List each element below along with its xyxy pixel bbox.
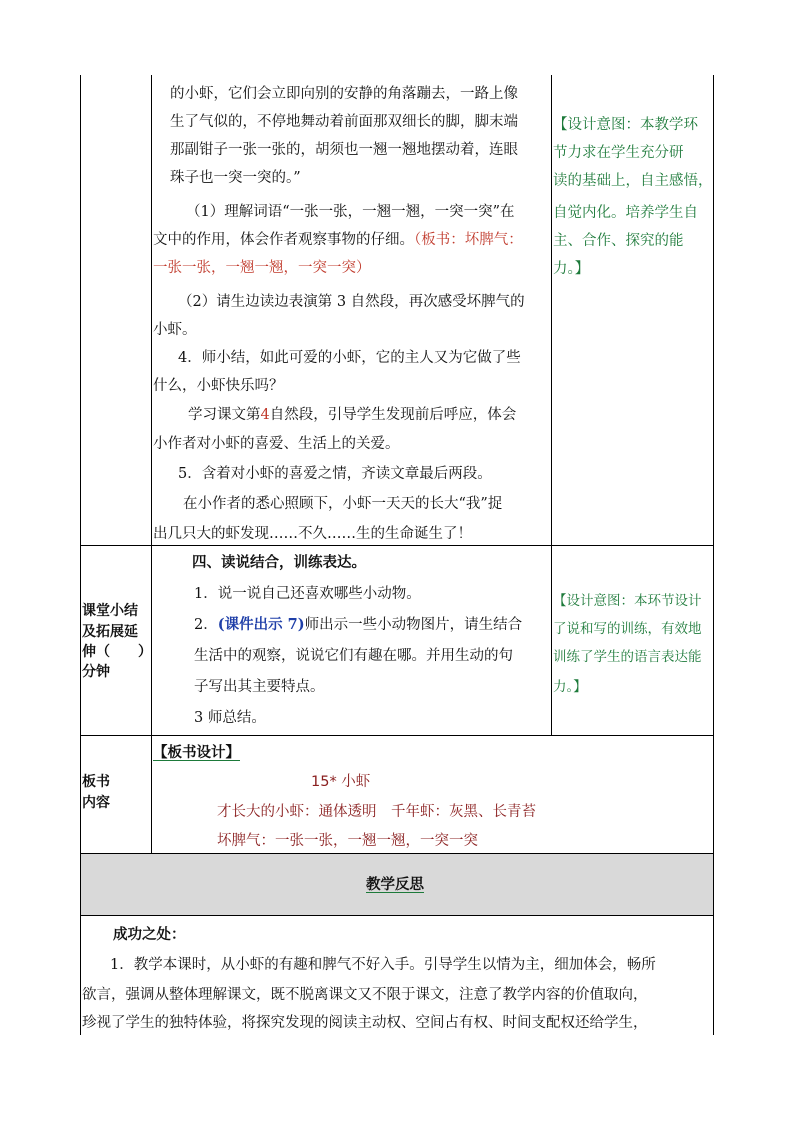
learn-line-1 [188,405,516,425]
summary-label-line: 及拓展延 [82,624,138,640]
learn-line-2: 小作者对小虾的喜爱、生活上的关爱。 [153,436,400,452]
item-2-text: 师出示一些小动物图片，请生结合 [304,617,523,633]
row-divider-summary [80,545,714,546]
quote-line-3: 那副钳子一张一张的，胡须也一翘一翘地摆动着，连眼 [170,142,518,158]
step-5: 5．含着对小虾的喜爱之情，齐读文章最后两段。 [178,466,492,482]
reflection-line-2: 欲言，强调从整体理解课文，既不脱离课文又不限于课文，注意了教学内容的价值取向， [82,987,648,1003]
summary-item-3: 3 师总结。 [194,710,266,726]
question-2-line-1: （2）请生边读边表演第 3 自然段，再次感受坏脾气的 [178,294,525,310]
row-divider-reflection-body [80,915,714,916]
quote-line-4: 珠子也一突一突的。” [170,170,301,186]
column-divider-label [151,75,152,853]
design-note-1-line: 力。】 [553,261,590,277]
learn-number: 4 [260,407,270,423]
design-note-1-line: 读的基础上，自主感悟， [553,173,713,189]
reflection-header: 教学反思 [366,876,424,893]
item-2-number: 2． [194,617,218,633]
courseware-tag: (课件出示 7) [217,616,305,633]
question-1-line-1: （1）理解词语“一张一张，一翘一翘，一突一突”在 [186,204,515,220]
design-note-1-line: 自觉内化。培养学生自 [553,205,698,221]
design-note-2-line: 力。】 [553,679,587,695]
board-line-1: 才长大的小虾：通体透明 千年虾：灰黑、长青苔 [217,804,536,820]
board-heading: 【板书设计】 [153,744,240,761]
table-border-right [713,75,714,1035]
care-line-2: 出几只大的虾发现……不久……生的生命诞生了！ [153,526,472,542]
summary-item-2-line-1 [194,615,522,635]
learn-text-b: 自然段，引导学生发现前后呼应，体会 [269,407,517,423]
quote-line-1: 的小虾，它们会立即向别的安静的角落蹦去，一路上像 [170,86,518,102]
design-note-2-line: 了说和写的训练，有效地 [553,621,702,637]
design-note-2-line: 训练了学生的语言表达能 [553,649,702,665]
summary-label-line: 伸（ ） [82,644,152,660]
quote-line-2: 生了气似的，不停地舞动着前面那双细长的脚，脚末端 [170,114,518,130]
step-4-line-2: 什么，小虾快乐吗？ [153,378,284,394]
summary-item-2-line-2: 生活中的观察，说说它们有趣在哪。并用生动的句 [194,648,513,664]
step-4-line-1: 4．师小结，如此可爱的小虾，它的主人又为它做了些 [178,350,521,366]
blackboard-note: （板书：坏脾气： [414,232,523,248]
question-1-line-3: 一张一张，一翘一翘，一突一突） [153,260,371,276]
row-divider-board [80,735,714,736]
learn-text-a: 学习课文第 [188,407,261,423]
column-divider-note [551,75,552,736]
design-note-1-line: 节力求在学生充分研 [553,145,684,161]
reflection-line-1: 1．教学本课时，从小虾的有趣和脾气不好入手。引导学生以情为主，细加体会，畅所 [110,957,656,973]
summary-item-1: 1．说一说自己还喜欢哪些小动物。 [194,586,421,602]
design-note-1-line: 主、合作、探究的能 [553,233,684,249]
board-line-2: 坏脾气：一张一张，一翘一翘，一突一突 [217,833,478,849]
board-label-line: 内容 [82,795,110,811]
question-1-line-2 [153,230,523,250]
question-2-line-2: 小虾。 [153,322,197,338]
board-label-line: 板书 [82,774,110,790]
summary-heading: 四、读说结合，训练表达。 [192,554,366,571]
summary-label-line: 课堂小结 [82,603,138,619]
design-note-1-line: 【设计意图：本教学环 [553,117,698,133]
care-line-1: 在小作者的悉心照顾下，小虾一天天的长大“我”捉 [183,496,503,512]
summary-label-line: 分钟 [82,664,110,680]
board-title: 15* 小虾 [311,774,371,790]
summary-item-2-line-3: 子写出其主要特点。 [194,679,325,695]
question-1-text: 文中的作用，体会作者观察事物的仔细。 [153,232,414,248]
design-note-2-line: 【设计意图：本环节设计 [553,593,702,609]
reflection-line-3: 珍视了学生的独特体验，将探究发现的阅读主动权、空间占有权、时间支配权还给学生， [82,1015,648,1031]
success-label: 成功之处： [113,926,186,943]
